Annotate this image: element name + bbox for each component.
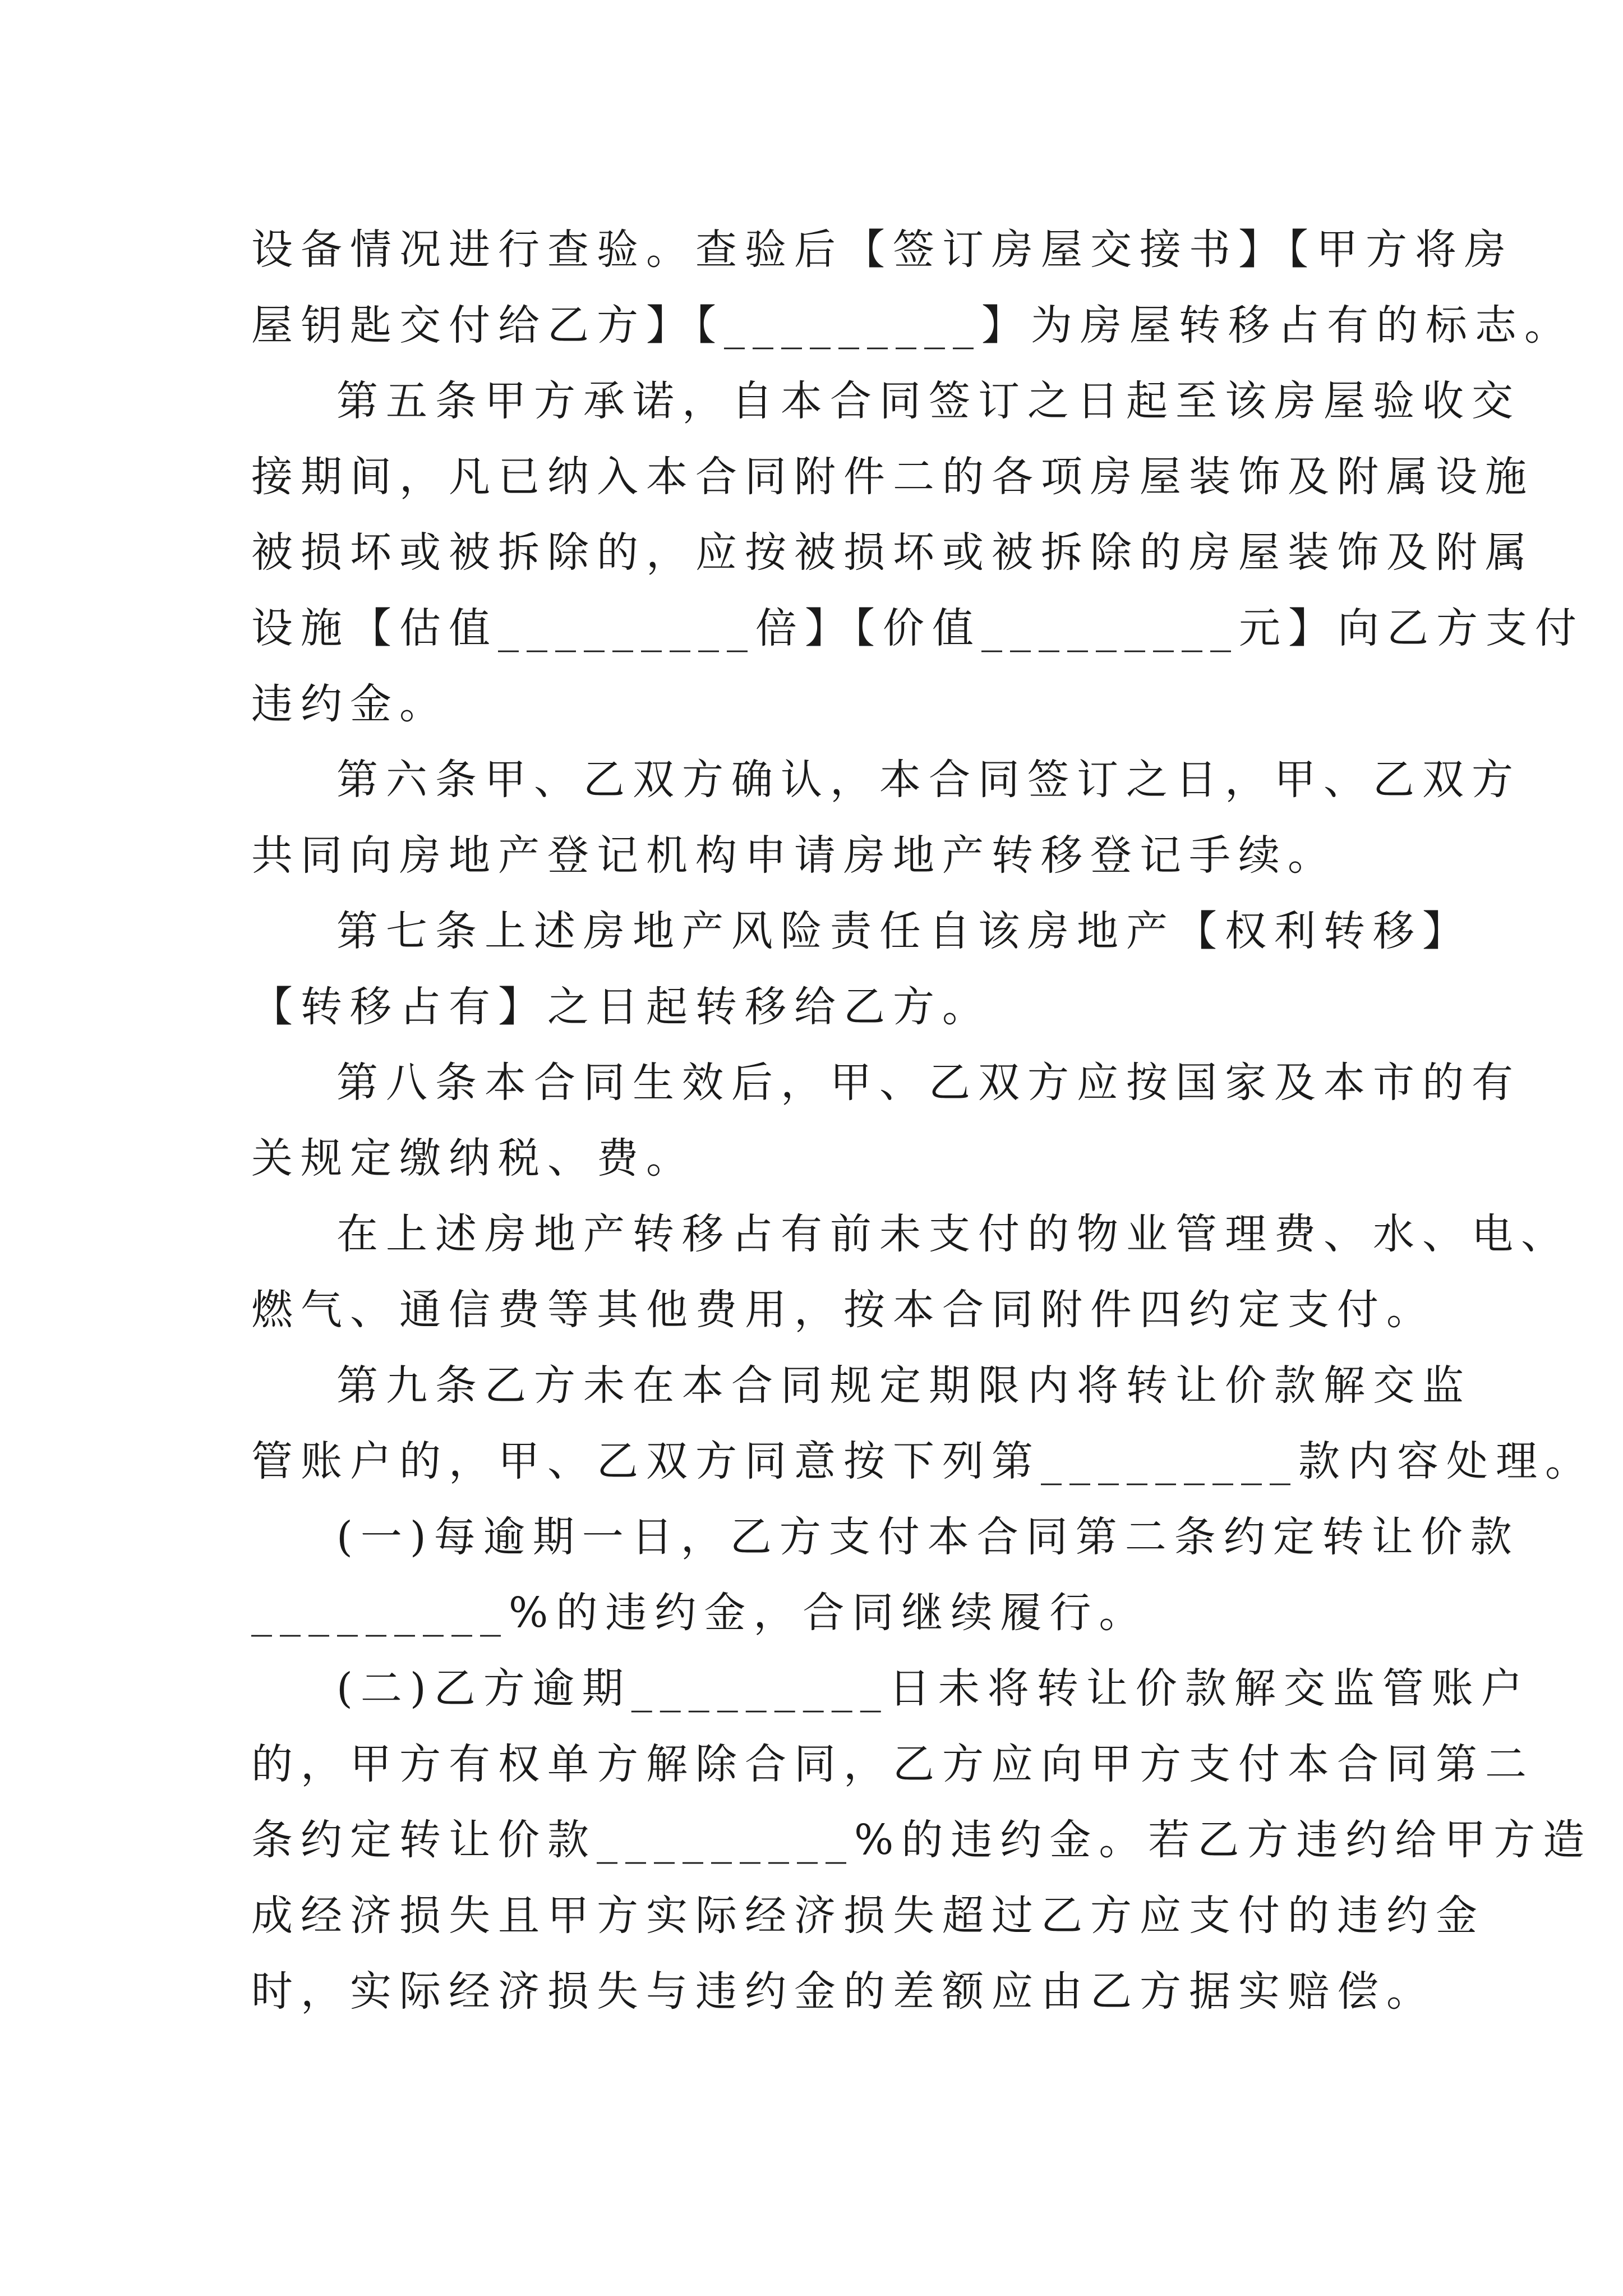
- text-line: 第六条甲、乙双方确认，本合同签订之日，甲、乙双方: [336, 756, 1521, 804]
- text-line: 第八条本合同生效后，甲、乙双方应按国家及本市的有: [336, 1059, 1521, 1107]
- text-line: 被损坏或被拆除的，应按被损坏或被拆除的房屋装饰及附属: [251, 528, 1534, 577]
- text-line: 设备情况进行查验。查验后【签订房屋交接书】【甲方将房: [251, 226, 1514, 274]
- text-line: 【转移占有】之日起转移给乙方。: [251, 983, 992, 1031]
- text-line: 在上述房地产转移占有前未支付的物业管理费、水、电、: [336, 1210, 1570, 1258]
- text-line: 关规定缴纳税、费。: [251, 1134, 695, 1182]
- text-line: 的，甲方有权单方解除合同，乙方应向甲方支付本合同第二: [251, 1740, 1534, 1788]
- text-line: 屋钥匙交付给乙方】【_________】为房屋转移占有的标志。: [251, 301, 1574, 349]
- text-line: 管账户的，甲、乙双方同意按下列第_________款内容处理。: [251, 1437, 1594, 1485]
- text-line: 共同向房地产登记机构申请房地产转移登记手续。: [251, 831, 1337, 880]
- text-line: 燃气、通信费等其他费用，按本合同附件四约定支付。: [251, 1286, 1436, 1334]
- text-line: 第九条乙方未在本合同规定期限内将转让价款解交监: [336, 1361, 1472, 1410]
- text-line: 成经济损失且甲方实际经济损失超过乙方应支付的违约金: [251, 1892, 1485, 1940]
- text-line: (一)每逾期一日，乙方支付本合同第二条约定转让价款: [336, 1513, 1520, 1561]
- text-line: (二)乙方逾期_________日未将转让价款解交监管账户: [336, 1664, 1530, 1713]
- text-line: _________%的违约金，合同继续履行。: [251, 1589, 1149, 1637]
- text-line: 第五条甲方承诺，自本合同签订之日起至该房屋验收交: [336, 377, 1521, 425]
- text-line: 第七条上述房地产风险责任自该房地产【权利转移】: [336, 907, 1472, 955]
- text-line: 设施【估值_________倍】【价值_________元】向乙方支付: [251, 604, 1584, 652]
- text-line: 条约定转让价款_________%的违约金。若乙方违约给甲方造: [251, 1816, 1593, 1864]
- text-line: 违约金。: [251, 680, 449, 728]
- text-line: 时，实际经济损失与违约金的差额应由乙方据实赔偿。: [251, 1967, 1436, 2016]
- text-line: 接期间，凡已纳入本合同附件二的各项房屋装饰及附属设施: [251, 453, 1534, 501]
